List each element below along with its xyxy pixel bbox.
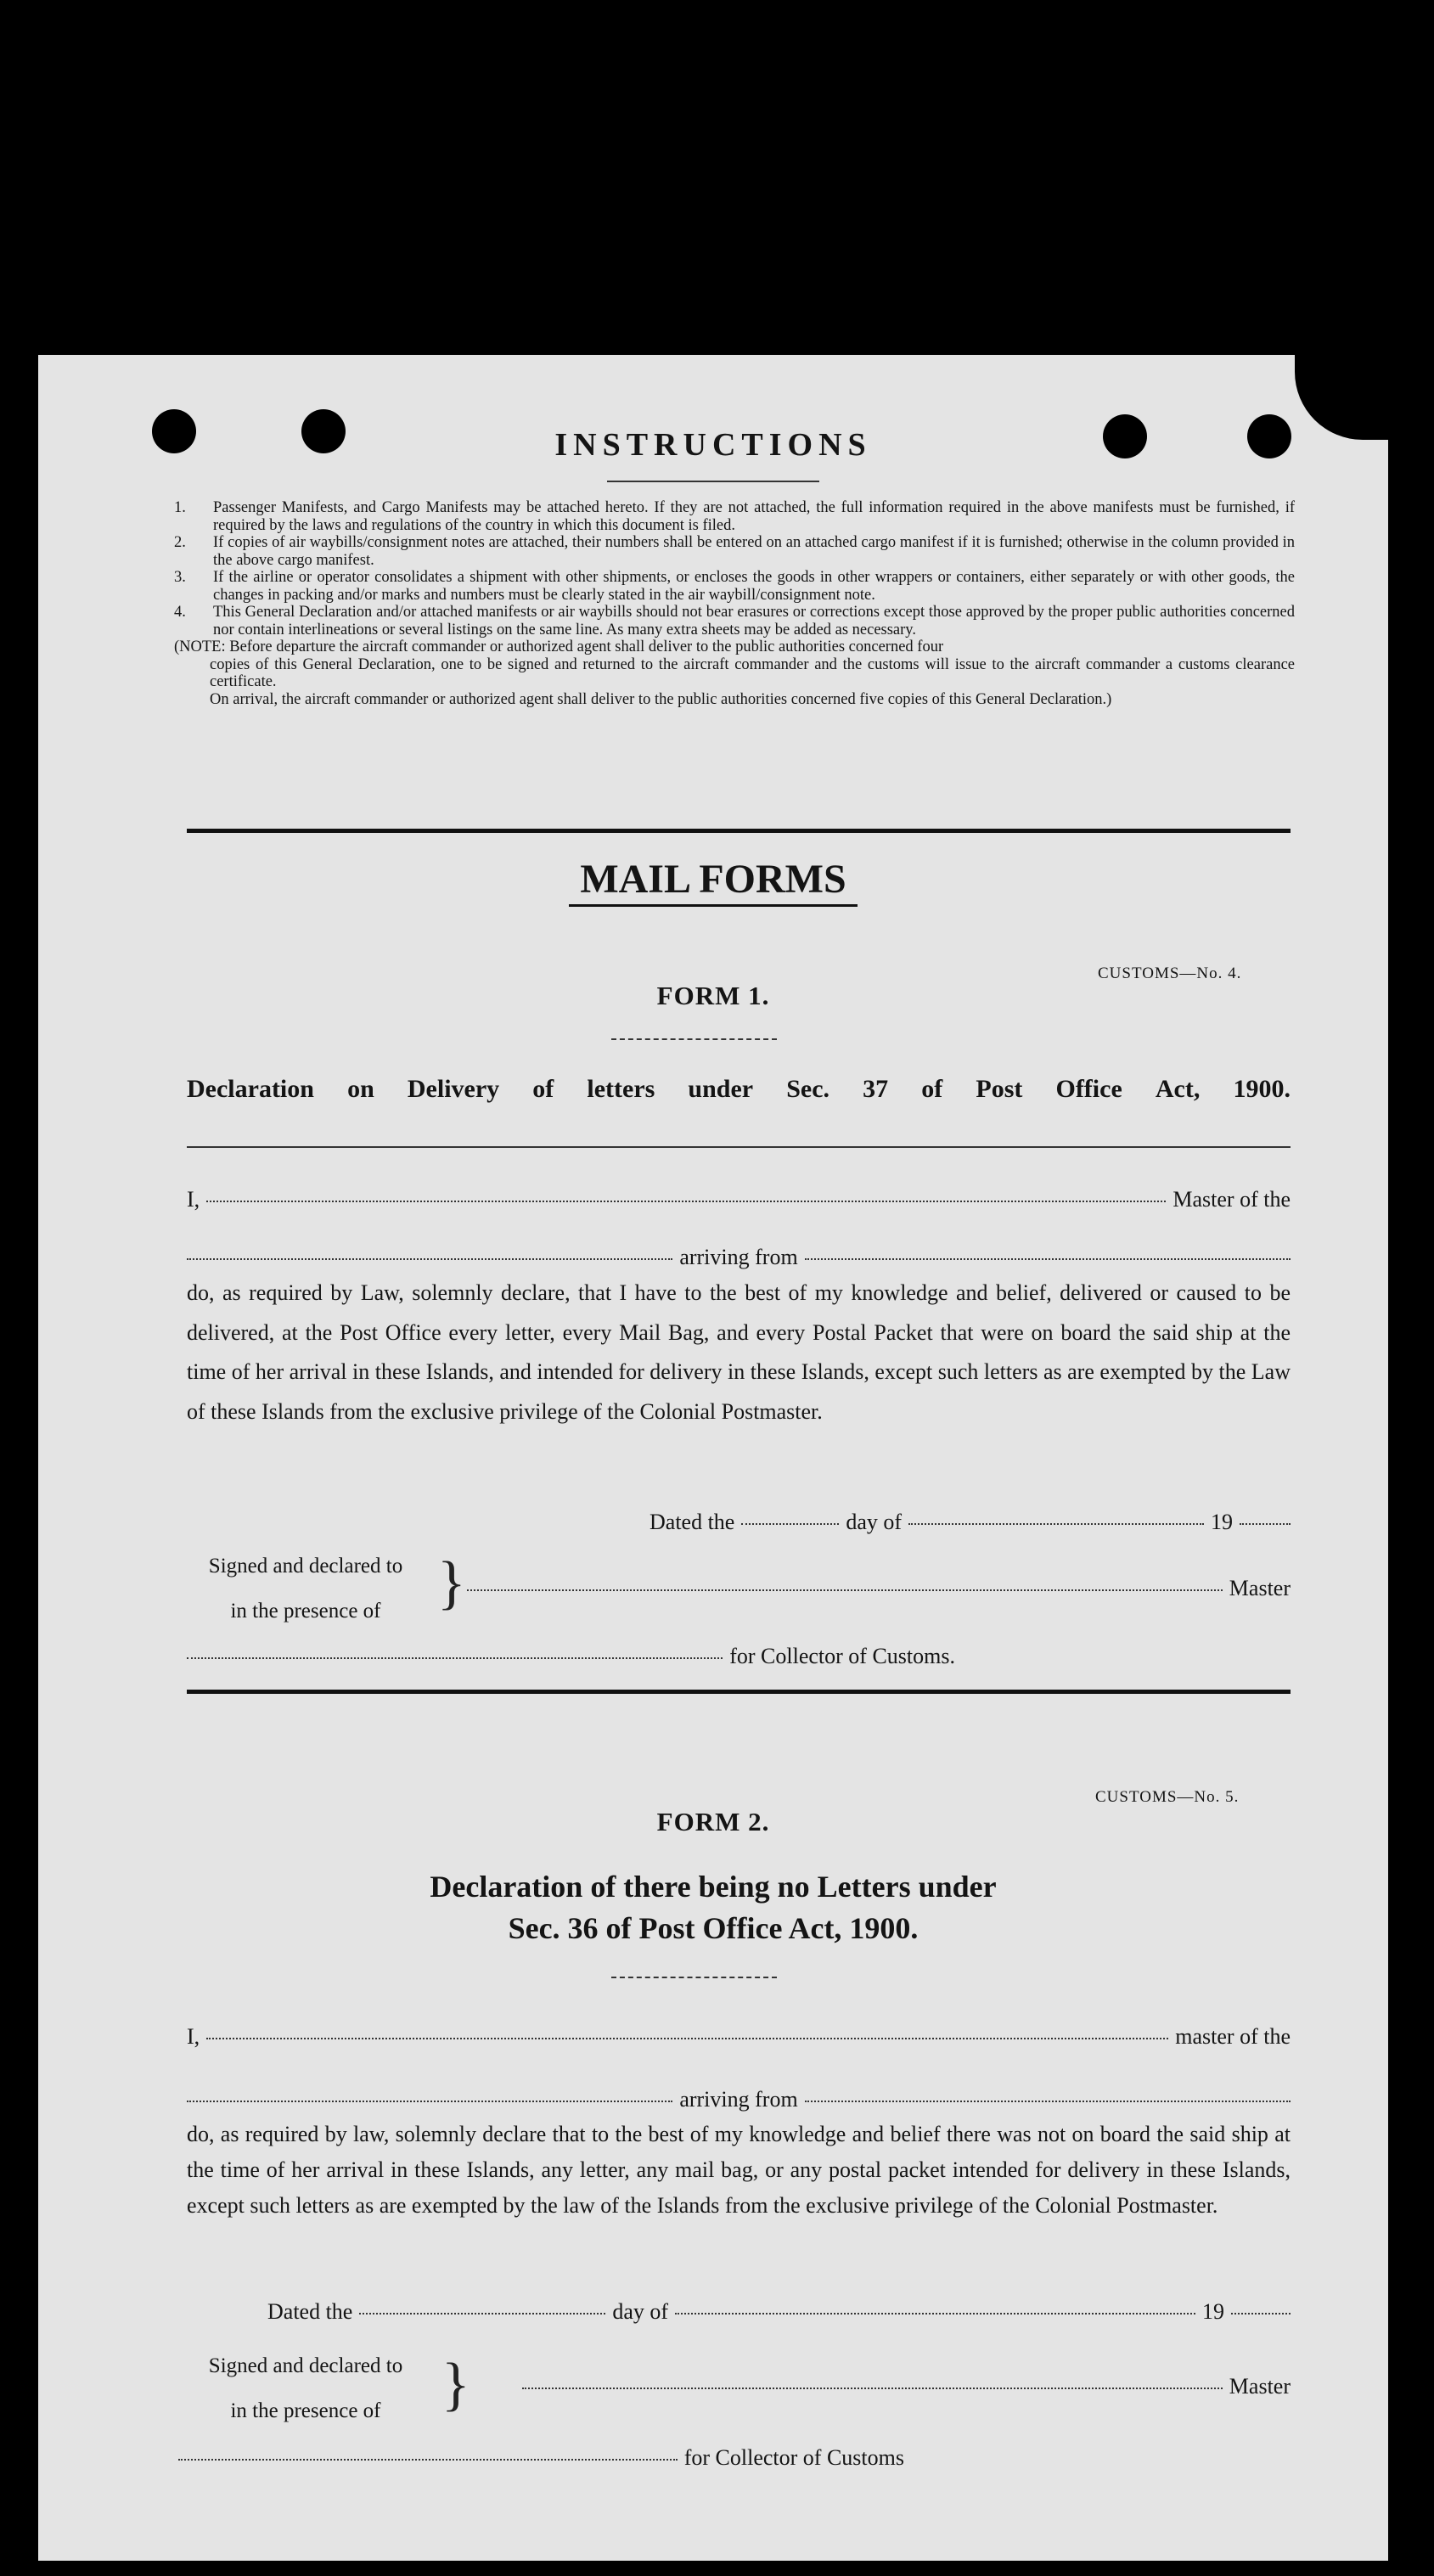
heading-word: 1900.	[1233, 1075, 1291, 1103]
form2-declaration-body: do, as required by law, solemnly declare that to the best of my knowledge and belief there was not on board the said ship at the time of her arrival in these Islands, any letter, any mail bag, or any postal packet intended for delivery in these Islands, except such letters as are exempted by the law of the Islands from the exclusive privilege of the Colonial Postmaster.	[187, 2122, 1291, 2218]
signed-line1: Signed and declared to	[208, 1555, 403, 1578]
form1-name-line	[187, 1187, 1291, 1212]
form2-year-prefix: 19	[1202, 2299, 1224, 2324]
instruction-text: If copies of air waybills/consignment notes are attached, their numbers shall be entered on an attached cargo manifest if it is furnished; otherwise in the column provided in the above cargo manifest.	[213, 534, 1295, 569]
form2-i-label: I,	[187, 2024, 200, 2049]
form1-dated-line	[650, 1510, 1291, 1535]
heading-word: Declaration	[187, 1075, 314, 1103]
instruction-item	[174, 604, 1295, 638]
mail-forms-title: MAIL FORMS	[580, 857, 846, 902]
instruction-number: 3.	[174, 569, 186, 586]
form2-master-of-label: master of the	[1175, 2024, 1291, 2049]
heading-word: on	[347, 1075, 374, 1103]
section-divider-top	[187, 829, 1291, 833]
form2-signed-label	[178, 2343, 433, 2433]
heading-word: Act,	[1155, 1075, 1201, 1103]
form1-year-prefix: 19	[1211, 1510, 1233, 1534]
form1-master-label: Master	[1229, 1576, 1291, 1600]
form1-collector-label: for Collector of Customs.	[729, 1644, 955, 1668]
instruction-item	[174, 569, 1295, 604]
form1-ship-line	[187, 1245, 1291, 1270]
heading-word: of	[532, 1075, 554, 1103]
form2-arriving-from-label: arriving from	[679, 2087, 798, 2112]
form2-day-of-label: day of	[612, 2299, 669, 2324]
instruction-item	[174, 534, 1295, 569]
instruction-number: 1.	[174, 499, 186, 516]
form2-ship-line	[187, 2087, 1291, 2112]
form1-date-field[interactable]	[741, 1523, 839, 1525]
form1-customs-number: CUSTOMS—No. 4.	[1098, 965, 1242, 982]
form2-title: FORM 2.	[656, 1807, 770, 1836]
form1-origin-field[interactable]	[805, 1258, 1291, 1260]
form1-title-rule	[611, 1038, 777, 1040]
form1-master-of-label: Master of the	[1173, 1187, 1291, 1212]
heading-word: Post	[976, 1075, 1023, 1103]
form1-brace: }	[437, 1550, 466, 1616]
form2-collector-label: for Collector of Customs	[683, 2445, 904, 2470]
form2-date-field[interactable]	[359, 2313, 605, 2314]
instruction-text: Passenger Manifests, and Cargo Manifests may be attached hereto. If they are not attached, the full information required in the above manifests must be furnished, if required by the laws and regulations of the country in which this document is filed.	[213, 499, 1295, 534]
heading-word: letters	[587, 1075, 655, 1103]
form2-month-field[interactable]	[675, 2313, 1195, 2314]
form1-ship-field[interactable]	[187, 1258, 672, 1260]
form2-name-field[interactable]	[206, 2038, 1168, 2039]
form2-heading-line2: Sec. 36 of Post Office Act, 1900.	[508, 1911, 919, 1945]
form2-name-line	[187, 2024, 1291, 2050]
section-divider-middle	[187, 1690, 1291, 1694]
instruction-note	[174, 638, 1295, 708]
instructions-list	[174, 499, 1295, 708]
instruction-text: This General Declaration and/or attached manifests or air waybills should not bear erasures or corrections except those approved by the proper public authorities concerned nor contain interlineations or several listings on the same line. As many extra sheets may be added as necessary.	[213, 604, 1295, 638]
form1-arriving-from-label: arriving from	[679, 1245, 798, 1269]
form1-day-of-label: day of	[846, 1510, 903, 1534]
form2-year-field[interactable]	[1231, 2313, 1291, 2314]
instruction-number: 4.	[174, 604, 186, 621]
heading-word: Delivery	[407, 1075, 500, 1103]
form1-name-field[interactable]	[206, 1201, 1166, 1202]
form2-customs-number: CUSTOMS—No. 5.	[1095, 1788, 1240, 1806]
instructions-title-rule	[607, 481, 819, 482]
note-arrival: On arrival, the aircraft commander or authorized agent shall deliver to the public authorities concerned five copies of this General Declaration.)	[210, 690, 1112, 708]
form2-heading-line1: Declaration of there being no Letters under	[430, 1870, 997, 1904]
form2-title-rule	[611, 1977, 777, 1978]
form1-heading-rule	[187, 1146, 1291, 1148]
instruction-item	[174, 499, 1295, 534]
form1-master-signature-field[interactable]	[467, 1589, 1223, 1591]
form1-year-field[interactable]	[1240, 1523, 1291, 1525]
note-rest: copies of this General Declaration, one to be signed and returned to the aircraft commander and the customs will issue to the aircraft commander a customs clearance certificate.	[210, 655, 1295, 690]
form2-origin-field[interactable]	[805, 2101, 1291, 2102]
form1-declaration-heading	[187, 1075, 1291, 1104]
signed-line2: in the presence of	[230, 2399, 381, 2422]
signed-line2: in the presence of	[230, 1600, 381, 1623]
instruction-number: 2.	[174, 534, 186, 551]
form2-master-label: Master	[1229, 2374, 1291, 2399]
heading-word: under	[688, 1075, 754, 1103]
heading-word: Sec.	[786, 1075, 830, 1103]
form2-declaration-heading	[38, 1866, 1388, 1949]
form2-ship-field[interactable]	[187, 2101, 672, 2102]
form2-master-signature-field[interactable]	[522, 2388, 1223, 2389]
form2-dated-line	[267, 2299, 1291, 2325]
form1-collector-field[interactable]	[187, 1657, 723, 1659]
heading-word: of	[921, 1075, 943, 1103]
mail-forms-underline	[569, 904, 858, 907]
heading-word: 37	[863, 1075, 889, 1103]
form1-dated-the-label: Dated the	[650, 1510, 735, 1534]
form2-brace: }	[441, 2352, 470, 2417]
instruction-text: If the airline or operator consolidates a shipment with other shipments, or encloses the goods in other wrappers or containers, either separately or with other goods, the changes in packing and/or marks and numbers must be clearly stated in the air waybill/consignment note.	[213, 569, 1295, 604]
signed-line1: Signed and declared to	[208, 2354, 403, 2377]
form1-i-label: I,	[187, 1187, 200, 1212]
form1-master-line	[467, 1576, 1291, 1601]
form1-month-field[interactable]	[908, 1523, 1204, 1525]
form2-master-line	[522, 2374, 1291, 2399]
document-sheet	[38, 355, 1388, 2561]
form1-signed-label	[178, 1544, 433, 1634]
heading-word: Office	[1055, 1075, 1122, 1103]
form1-declaration-body: do, as required by Law, solemnly declare, that I have to the best of my knowledge and belief, delivered or caused to be delivered, at the Post Office every letter, every Mail Bag, and every Postal Packet that were on board the said ship at the time of her arrival in these Islands, and intended for delivery in these Islands, except such letters as are exempted by the Law of these Islands from the exclusive privilege of the Colonial Postmaster.	[187, 1280, 1291, 1424]
form1-title: FORM 1.	[656, 981, 770, 1010]
instructions-title: INSTRUCTIONS	[554, 427, 872, 463]
form2-collector-line	[178, 2445, 904, 2471]
form2-collector-field[interactable]	[178, 2459, 678, 2461]
note-lead: (NOTE: Before departure the aircraft commander or authorized agent shall deliver to the public authorities concerned four	[174, 638, 944, 655]
form1-collector-line	[187, 1644, 955, 1669]
form2-dated-the-label: Dated the	[267, 2299, 353, 2324]
